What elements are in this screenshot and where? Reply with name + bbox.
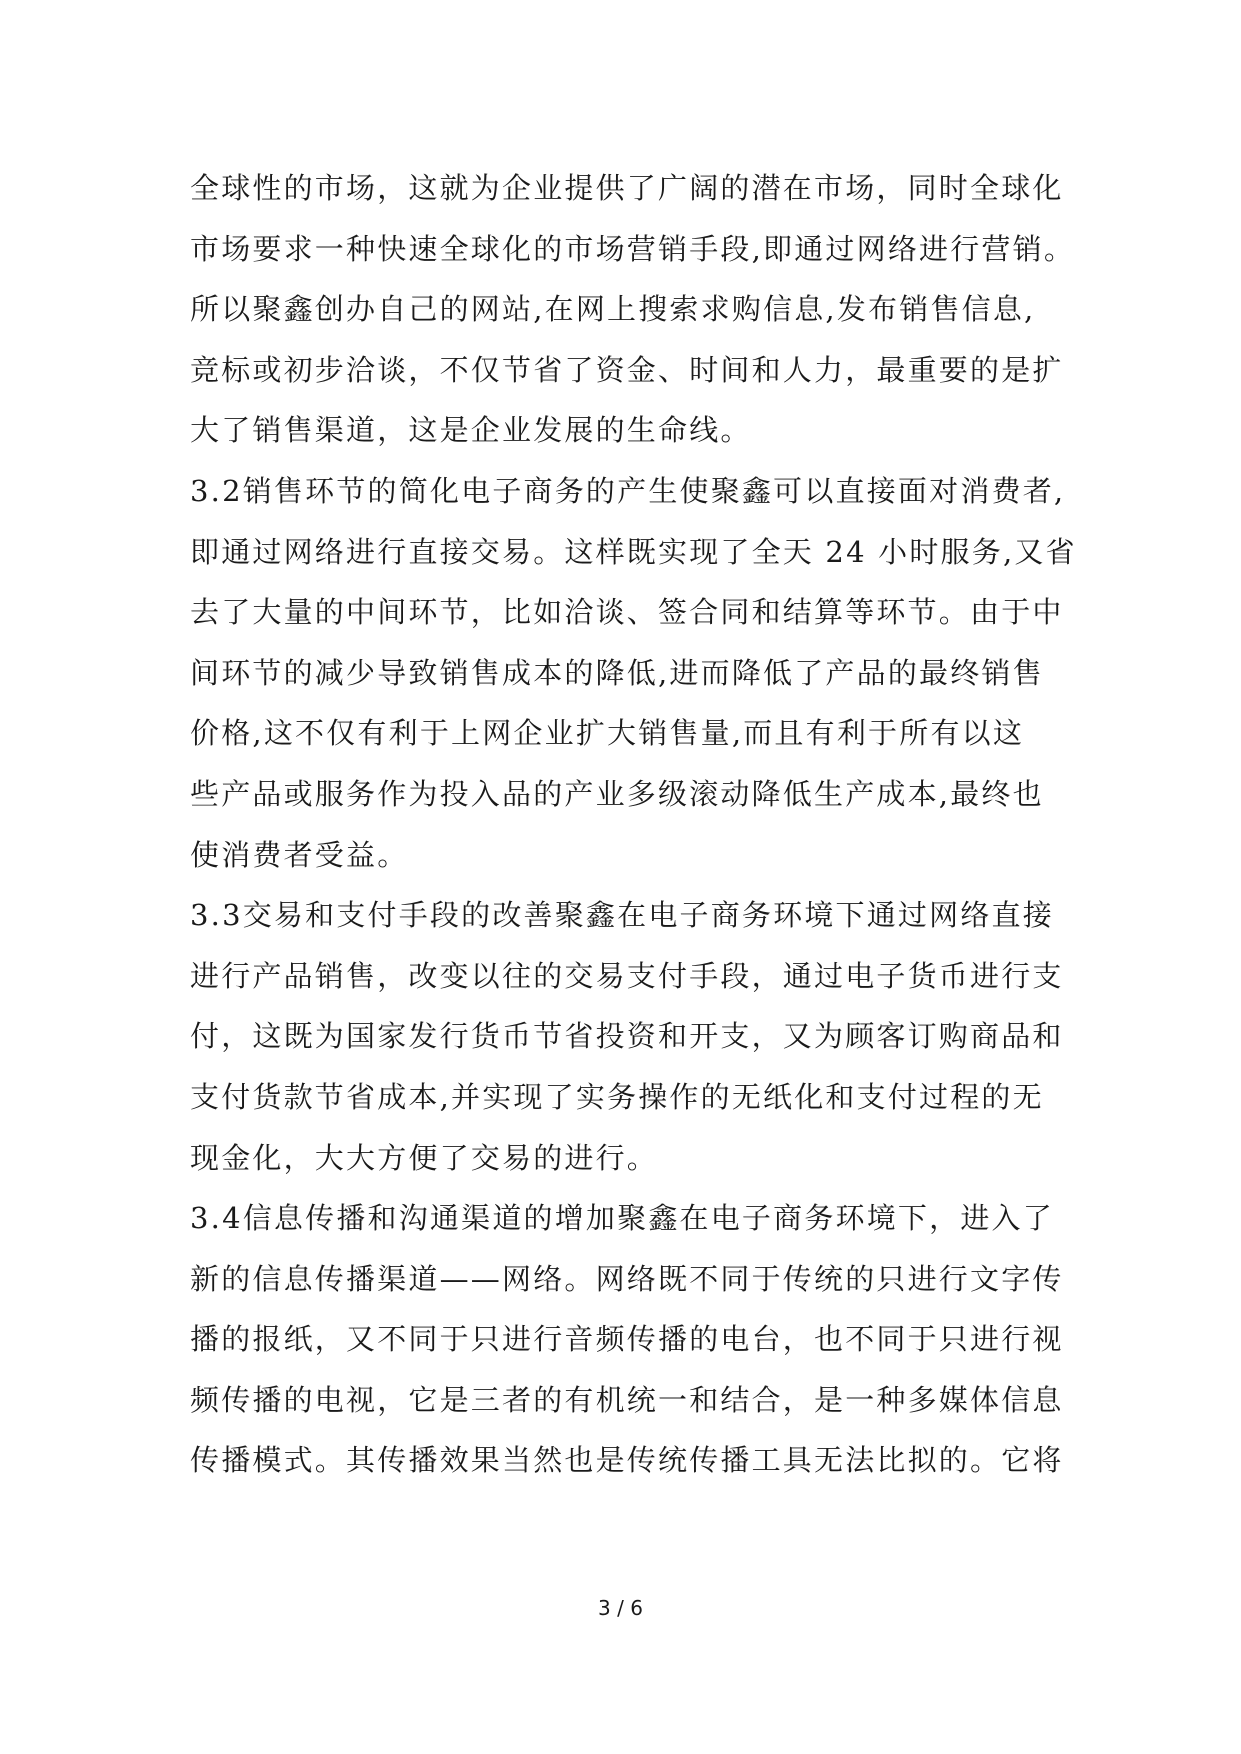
text-line: 去了大量的中间环节，比如洽谈、签合同和结算等环节。由于中 xyxy=(190,595,1064,630)
section-heading-line: 3.4信息传播和沟通渠道的增加聚鑫在电子商务环境下，进入了 xyxy=(190,1201,1054,1236)
section-heading-line: 3.3交易和支付手段的改善聚鑫在电子商务环境下通过网络直接 xyxy=(190,898,1054,933)
text-line: 支付货款节省成本,并实现了实务操作的无纸化和支付过程的无 xyxy=(190,1079,1044,1114)
text-line: 市场要求一种快速全球化的市场营销手段,即通过网络进行营销。 xyxy=(190,231,1076,266)
text-line: 进行产品销售，改变以往的交易支付手段，通过电子货币进行支 xyxy=(190,958,1064,993)
text-line: 竞标或初步洽谈，不仅节省了资金、时间和人力，最重要的是扩 xyxy=(190,352,1064,387)
text-line: 价格,这不仅有利于上网企业扩大销售量,而且有利于所有以这 xyxy=(190,716,1025,751)
text-line: 付，这既为国家发行货币节省投资和开支，又为顾客订购商品和 xyxy=(190,1019,1064,1054)
text-line: 些产品或服务作为投入品的产业多级滚动降低生产成本,最终也 xyxy=(190,776,1044,811)
text-line: 频传播的电视，它是三者的有机统一和结合，是一种多媒体信息 xyxy=(190,1382,1064,1417)
text-line: 所以聚鑫创办自己的网站,在网上搜索求购信息,发布销售信息, xyxy=(190,292,1036,327)
text-line: 播的报纸，又不同于只进行音频传播的电台，也不同于只进行视 xyxy=(190,1322,1064,1357)
text-line: 现金化，大大方便了交易的进行。 xyxy=(190,1140,659,1175)
body-text xyxy=(190,158,1090,1491)
text-line: 新的信息传播渠道——网络。网络既不同于传统的只进行文字传 xyxy=(190,1261,1064,1296)
section-heading-line: 3.2销售环节的简化电子商务的产生使聚鑫可以直接面对消费者, xyxy=(190,473,1066,508)
text-line: 大了销售渠道，这是企业发展的生命线。 xyxy=(190,413,752,448)
text-line: 即通过网络进行直接交易。这样既实现了全天 24 小时服务,又省 xyxy=(190,534,1077,569)
page-number: 3 / 6 xyxy=(598,1596,643,1620)
text-line: 间环节的减少导致销售成本的降低,进而降低了产品的最终销售 xyxy=(190,655,1044,690)
text-line: 传播模式。其传播效果当然也是传统传播工具无法比拟的。它将 xyxy=(190,1443,1064,1478)
text-line: 使消费者受益。 xyxy=(190,837,409,872)
text-line: 全球性的市场，这就为企业提供了广阔的潜在市场，同时全球化 xyxy=(190,171,1064,205)
